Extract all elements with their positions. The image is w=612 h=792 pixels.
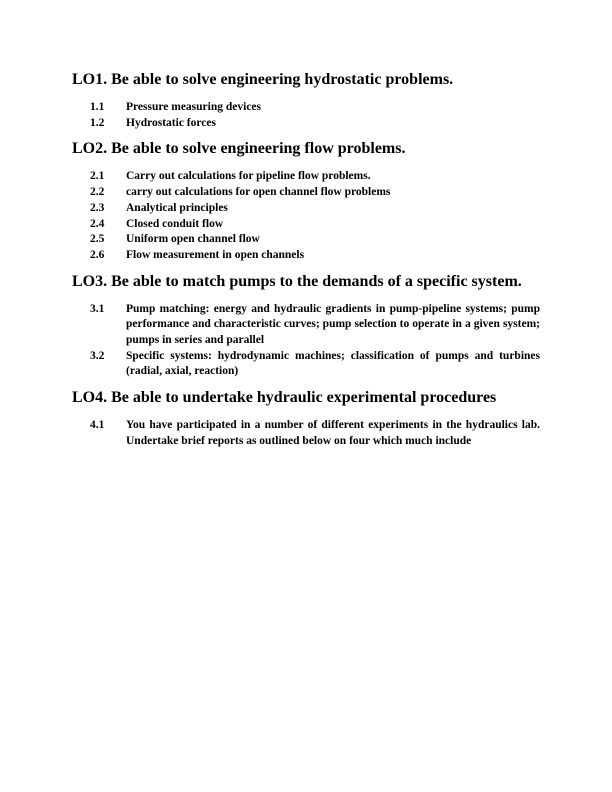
item-text: Uniform open channel flow (126, 233, 260, 246)
item-text: Pressure measuring devices (126, 101, 262, 113)
list-item (90, 185, 540, 201)
item-number: 1.1 (90, 101, 105, 113)
list-item (90, 418, 540, 449)
list-item (90, 232, 540, 248)
list-item (90, 169, 540, 185)
item-number: 2.6 (90, 248, 105, 261)
item-text: Carry out calculations for pipeline flow problems. (126, 170, 371, 183)
lo2-heading: LO2. Be able to solve engineering flow problems. (72, 140, 406, 158)
lo1-heading: LO1. Be able to solve engineering hydrostatic problems. (72, 71, 454, 88)
lo4-heading: LO4. Be able to undertake hydraulic experimental procedures (72, 389, 497, 407)
lo3-item-list (72, 302, 540, 381)
item-text: Pump matching: energy and hydraulic gradients in pump-pipeline systems; pump performance and characteristic curves; pump selection to operate in a given system; pumps in series and parallel (126, 302, 540, 347)
item-number: 2.2 (90, 186, 105, 199)
item-text: carry out calculations for open channel flow problems (126, 186, 391, 199)
lo1-item-list (72, 100, 540, 131)
lo2-section (72, 137, 540, 263)
item-number: 2.1 (90, 170, 105, 183)
list-item (90, 248, 540, 264)
item-number: 3.1 (90, 302, 105, 315)
item-number: 3.2 (90, 349, 105, 362)
list-item (90, 116, 540, 132)
item-text: Closed conduit flow (126, 217, 224, 230)
list-item (90, 302, 540, 349)
lo3-section (72, 270, 540, 381)
lo4-item-list (72, 418, 540, 449)
document-content (72, 68, 540, 450)
item-text: Hydrostatic forces (126, 116, 216, 129)
item-number: 1.2 (90, 116, 105, 129)
item-number: 4.1 (90, 419, 105, 432)
list-item (90, 100, 540, 116)
lo4-section (72, 386, 540, 449)
item-text: Analytical principles (126, 201, 228, 214)
lo1-section (72, 68, 540, 131)
item-text: Flow measurement in open channels (126, 248, 305, 261)
item-number: 2.5 (90, 233, 105, 246)
item-number: 2.4 (90, 217, 105, 230)
lo3-heading: LO3. Be able to match pumps to the demands of a specific system. (72, 272, 522, 290)
item-number: 2.3 (90, 201, 105, 214)
item-text: You have participated in a number of different experiments in the hydraulics lab. Undertake brief reports as outlined below on four which much include (126, 419, 540, 447)
list-item (90, 349, 540, 380)
lo2-item-list (72, 169, 540, 263)
list-item (90, 217, 540, 233)
list-item (90, 201, 540, 217)
item-text: Specific systems: hydrodynamic machines; classification of pumps and turbines (radial, axial, reaction) (126, 349, 540, 378)
